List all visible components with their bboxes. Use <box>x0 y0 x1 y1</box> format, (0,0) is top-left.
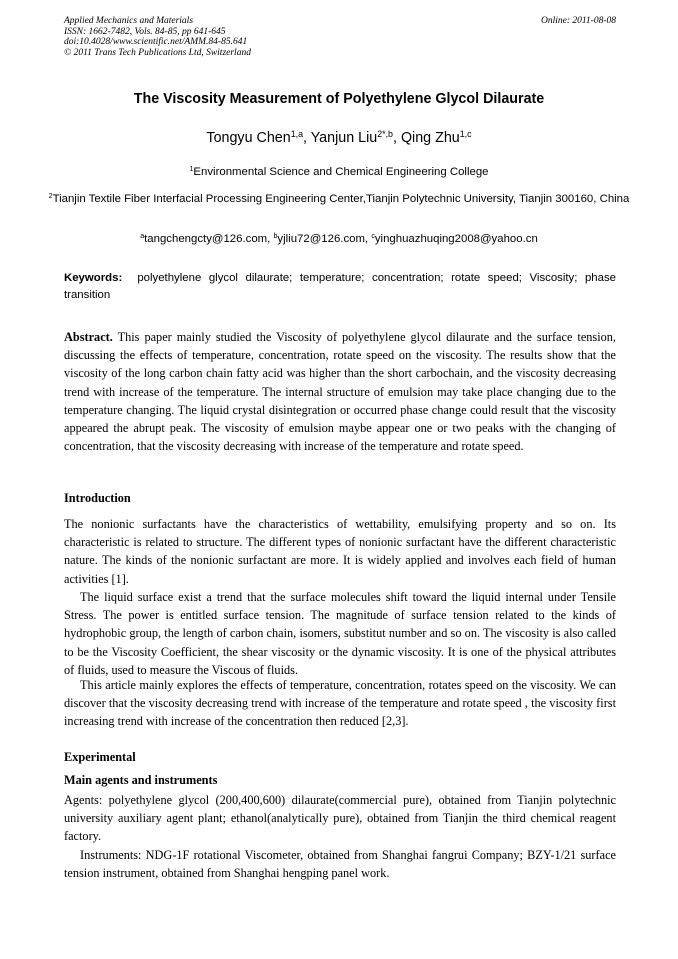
introduction-paragraph-1: The nonionic surfactants have the characteristics of wettability, emulsifying property and so on. Its characteristic is related to structure. The different types of nonionic surfactant have the different characteristic nature. The kinds of the nonionic surfactant are more. It is widely applied and involves each field of human activities [1]. <box>64 517 616 586</box>
agents-instruments-subheading: Main agents and instruments <box>64 773 218 787</box>
author-name: Yanjun Liu <box>310 130 378 146</box>
journal-header <box>64 16 616 58</box>
keywords-text: polyethylene glycol dilaurate; temperature; concentration; rotate speed; Viscosity; phase transition <box>64 272 616 301</box>
instruments-paragraph: Instruments: NDG-1F rotational Viscometer, obtained from Shanghai fangrui Company; BZY-1/21 surface tension instrument, obtained from Shanghai hengping panel work. <box>64 848 616 881</box>
affiliation-superscript: 1 <box>189 166 194 174</box>
author-separator: , <box>392 130 401 146</box>
author-name: Tongyu Chen <box>206 130 291 146</box>
issn-line: ISSN: 1662-7482, Vols. 84-85, pp 641-645 <box>64 26 226 37</box>
author-separator: , <box>303 130 311 146</box>
introduction-paragraph-2: The liquid surface exist a trend that the surface molecules shift toward the liquid internal under Tensile Stress. The power is entitled surface tension. The magnitude of surface tension related to the kinds of hydrophobic group, the length of carbon chain, isomers, substitut number and so on. The viscosity is also called to be the Viscosity Coefficient, the shear viscosity or the dynamic viscosity. It is one of the physical attributes of fluids, used to measure the Viscous of fluids. <box>64 590 616 677</box>
email-list <box>0 233 678 245</box>
author-superscript: 2*,b <box>377 129 393 140</box>
email-separator: , <box>364 233 372 245</box>
author-superscript: 1,a <box>290 129 304 140</box>
online-date: Online: 2011-08-08 <box>540 16 616 26</box>
introduction-heading: Introduction <box>64 491 131 505</box>
email-separator: , <box>267 233 274 245</box>
email-superscript: c <box>371 233 375 241</box>
keywords-block <box>64 270 616 304</box>
doi-line: doi:10.4028/www.scientific.net/AMM.84-85.641 <box>64 37 248 47</box>
email-superscript: b <box>273 233 278 241</box>
experimental-heading: Experimental <box>64 750 136 764</box>
affiliation-superscript: 2 <box>48 193 53 201</box>
agents-paragraph: Agents: polyethylene glycol (200,400,600) dilaurate(commercial pure), obtained from Tianjin polytechnic university auxiliary agent plant; ethanol(analytically pure), obtained from Tianjin the third chemical reagent factory. <box>64 793 616 844</box>
author-list <box>0 130 678 146</box>
affiliation-1 <box>0 164 678 181</box>
keywords-label: Keywords: <box>64 272 123 284</box>
abstract-paragraph <box>64 328 616 455</box>
introduction-paragraph-3: This article mainly explores the effects of temperature, concentration, rotates speed on the viscosity. We can discover that the viscosity decreasing trend with increase of the temperature and rotate speed , the viscosity first increasing trend with increase of the concentration then reduced [2,3]. <box>64 678 616 729</box>
affiliation-2 <box>0 191 678 208</box>
author-name: Qing Zhu <box>400 130 460 146</box>
affiliation-text: Environmental Science and Chemical Engineering College <box>193 166 489 178</box>
email-superscript: a <box>140 233 145 241</box>
email-address: yinghuazhuqing2008@yahoo.cn <box>374 233 538 245</box>
journal-name: Applied Mechanics and Materials <box>64 16 194 26</box>
email-address: yjliu72@126.com <box>277 233 365 245</box>
copyright-line: © 2011 Trans Tech Publications Ltd, Switzerland <box>64 47 251 58</box>
abstract-label: Abstract. <box>64 330 113 344</box>
abstract-text: This paper mainly studied the Viscosity of polyethylene glycol dilaurate and the surface tension, discussing the effects of temperature, concentration, rotate speed on the viscosity. The results show that the viscosity of the long carbon chain fatty acid was higher than the short carbochain, and the viscosity decreasing trend with increase of the temperature. The internal structure of emulsion may take place changing due to the temperature changing. The liquid crystal disintegration or occurred phase change could result that the viscosity appeared the abrupt peak. The viscosity of emulsion maybe appear one or two peaks with the changing of concentration, that the viscosity decreasing with increase of the temperature and rotate speed. <box>64 330 616 454</box>
affiliation-text: Tianjin Textile Fiber Interfacial Processing Engineering Center,Tianjin Polytechnic University, Tianjin 300160, China <box>52 193 630 205</box>
email-address: tangchengcty@126.com <box>144 233 268 245</box>
paper-title: The Viscosity Measurement of Polyethylene Glycol Dilaurate <box>133 91 545 107</box>
author-superscript: 1,c <box>459 129 472 140</box>
